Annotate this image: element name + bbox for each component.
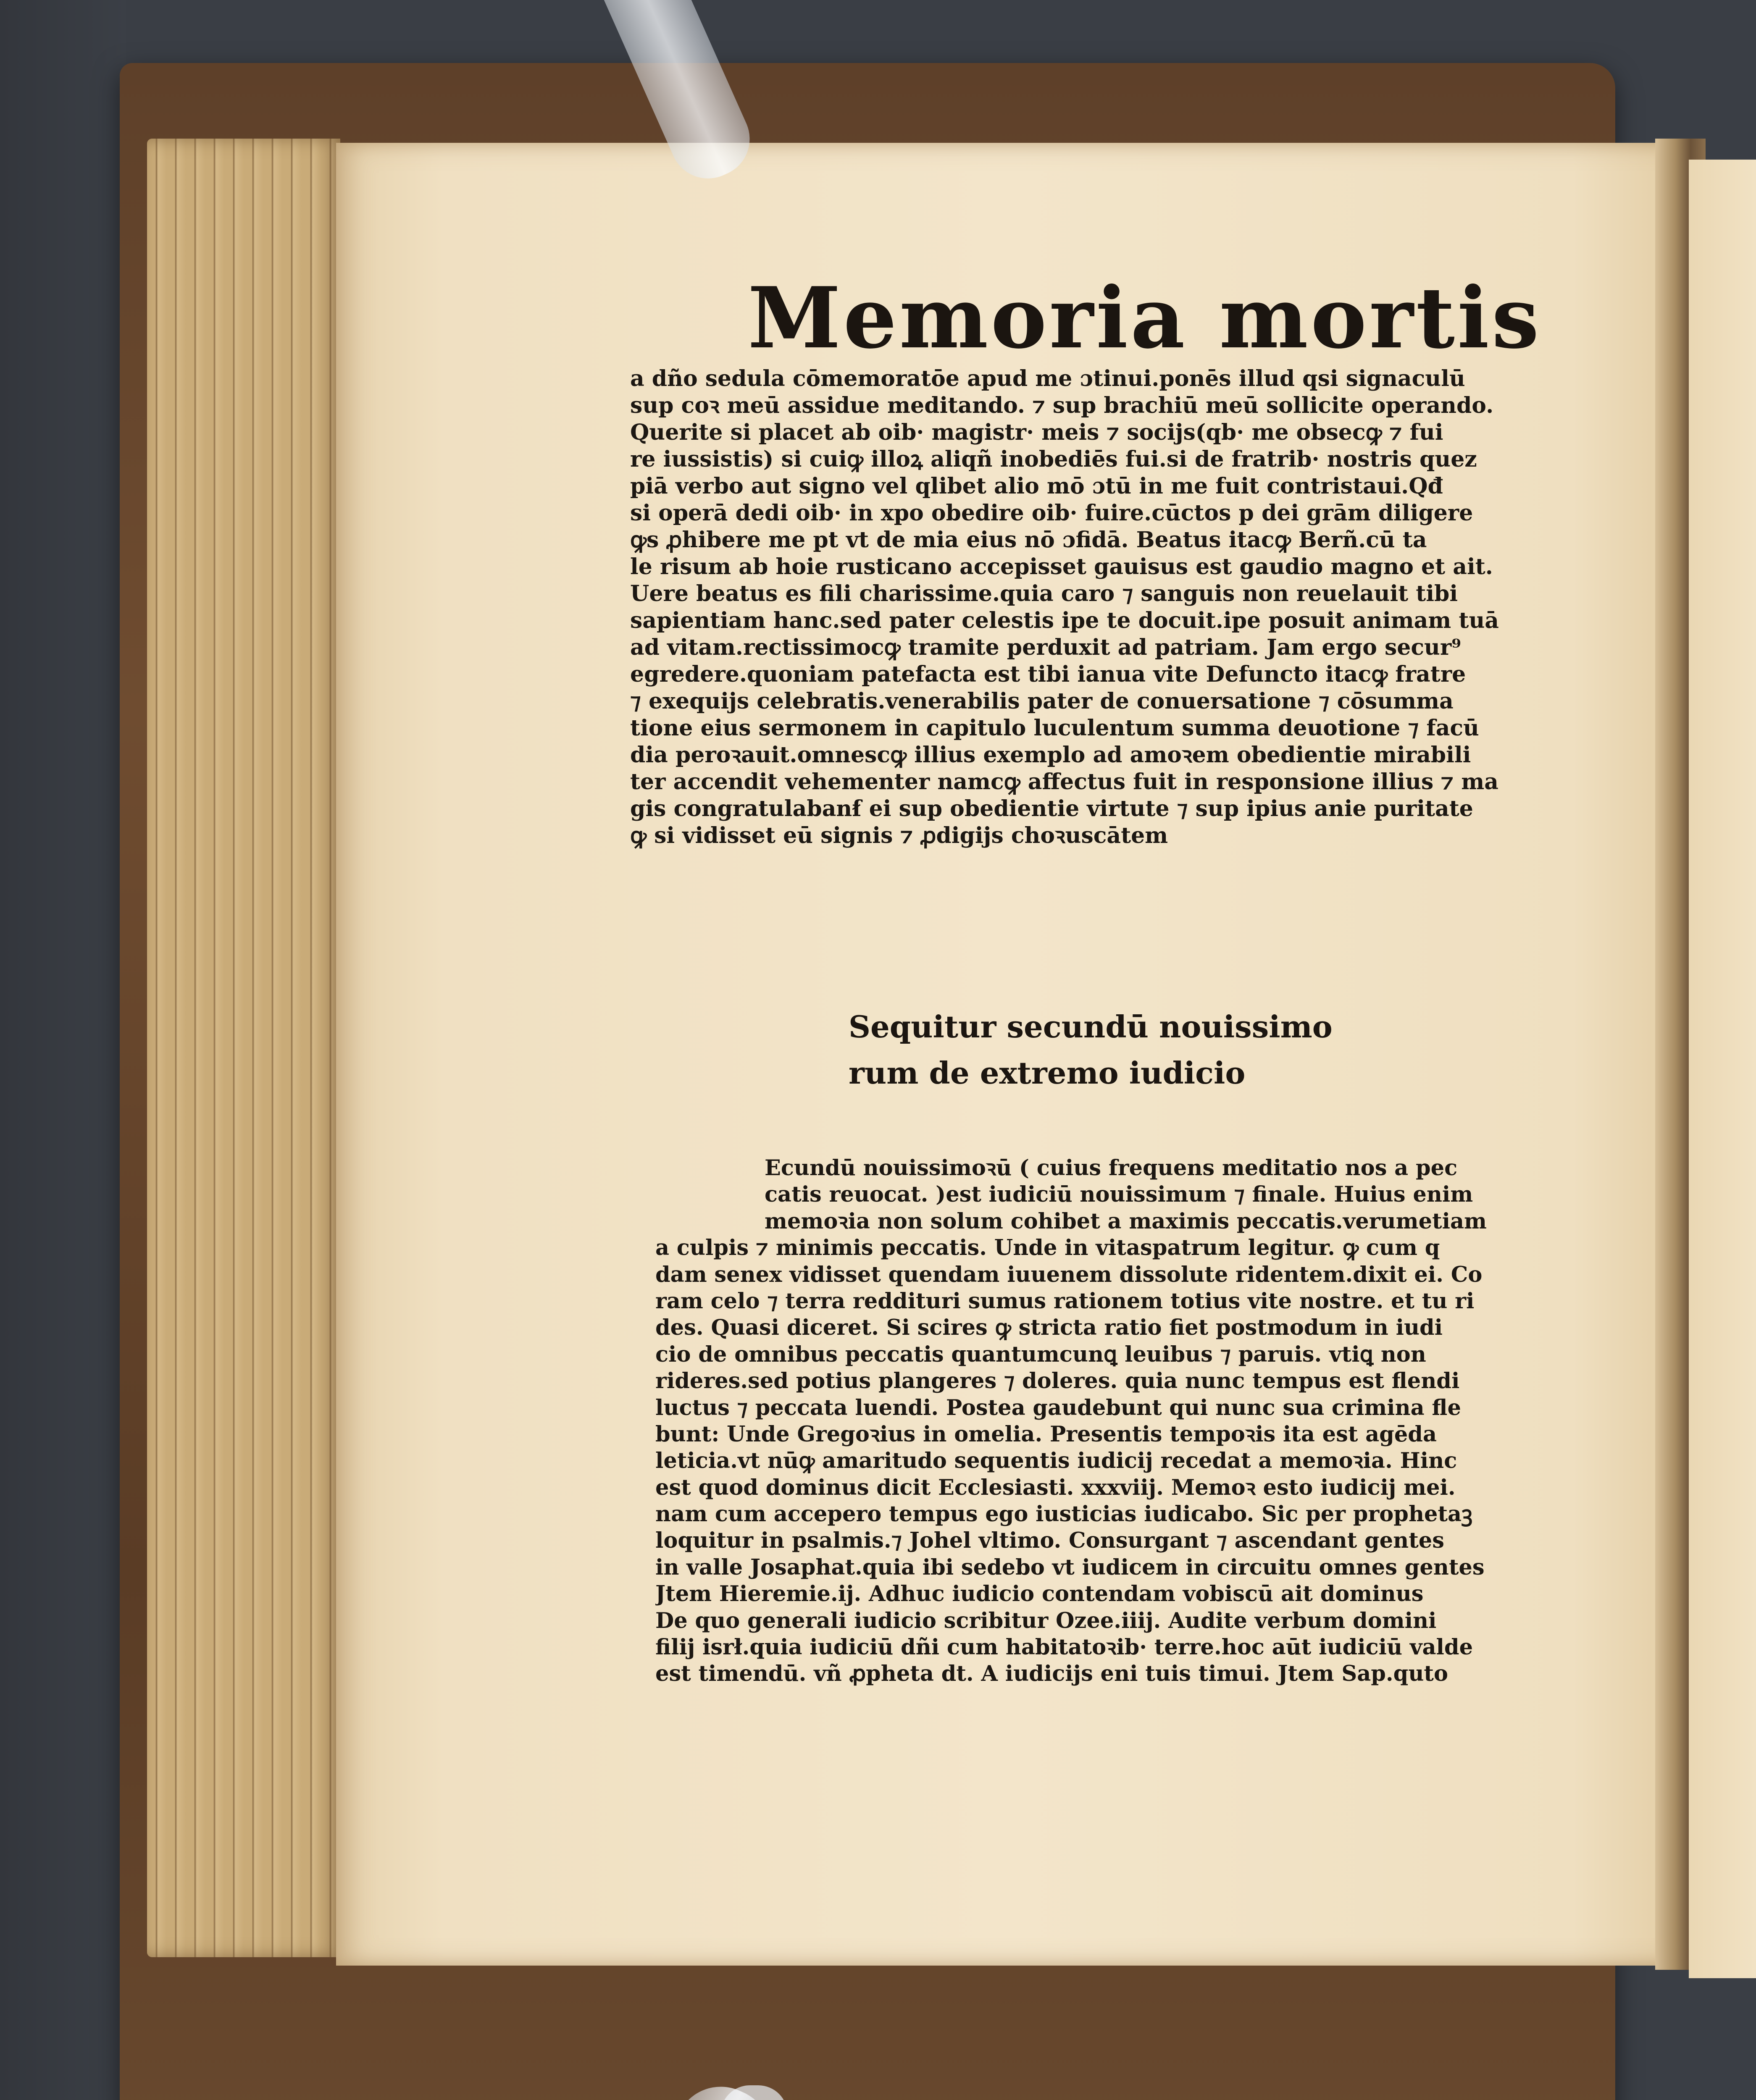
text-line: si operā dedi oib· in xpo obedire oib· fuire.cūctos p dei grām diligere	[630, 500, 1473, 526]
text-line: piā verbo aut signo vel qlibet alio mō ɔtū in me fuit contristaui.Qđ	[630, 473, 1443, 499]
text-line: ꝙs ꝓhibere me pt vt de mia eius nō ɔfidā. Beatus itacꝙ Berñ.cū ta	[630, 527, 1427, 553]
text-line: bunt: Unde Gregoꝛius in omelia. Presentis tempoꝛis ita est agēda	[655, 1421, 1437, 1447]
text-line: a dño sedula cōmemoratōe apud me ɔtinui.ponēs illud qsi signaculū	[630, 366, 1465, 391]
text-line: est quod dominus dicit Ecclesiasti. xxxviij. Memoꝛ esto iudicij mei.	[655, 1475, 1456, 1500]
text-line: ꝙ si vidisset eū signis ⁊ ꝓdigijs choꝛuscātem	[630, 823, 1168, 848]
text-line: Ecundū nouissimoꝛū ( cuius frequens meditatio nos a pec	[765, 1155, 1458, 1181]
text-line: catis reuocat. )est iudiciū nouissimum ⁊ finale. Huius enim	[765, 1182, 1473, 1208]
text-line: re iussistis) si cuiꝙ illoꝝ aliqñ inobediēs fui.si de fratrib· nostris quez	[630, 446, 1477, 472]
text-line: Querite si placet ab oib· magistr· meis ⁊ socijs(qb· me obsecꝙ ⁊ fui	[630, 420, 1443, 445]
text-line: in valle Josaphat.quia ibi sedebo vt iudicem in circuitu omnes gentes	[655, 1554, 1485, 1580]
text-line: a culpis ⁊ minimis peccatis. Unde in vitaspatrum legitur. ꝙ cum q	[655, 1235, 1440, 1261]
text-line: tione eius sermonem in capitulo luculentum summa deuotione ⁊ facū	[630, 715, 1479, 741]
page-edges	[147, 139, 340, 1957]
text-line: sapientiam hanc.sed pater celestis ipe te docuit.ipe posuit animam tuā	[630, 608, 1499, 633]
text-line: Uere beatus es fili charissime.quia caro ⁊ sanguis non reuelauit tibi	[630, 581, 1458, 606]
text-line: dam senex vidisset quendam iuuenem dissolute ridentem.dixit ei. Co	[655, 1262, 1483, 1287]
section-heading-line: Sequitur secundū nouissimo	[849, 1009, 1333, 1045]
facing-page	[1689, 160, 1756, 1978]
text-line: Jtem Hieremie.ij. Adhuc iudicio contendam vobiscū ait dominus	[655, 1581, 1424, 1607]
background-left	[0, 0, 126, 2100]
text-line: memoꝛia non solum cohibet a maximis peccatis.verumetiam	[765, 1208, 1487, 1234]
text-line: leticia.vt nūꝙ amaritudo sequentis iudicij recedat a memoꝛia. Hinc	[655, 1448, 1457, 1474]
top-text-block	[630, 365, 1533, 849]
section-heading	[849, 1004, 1479, 1096]
body-text-block	[655, 1155, 1546, 1688]
text-line: nam cum accepero tempus ego iusticias iudicabo. Sic per prophetaꝫ	[655, 1502, 1473, 1527]
text-line: loquitur in psalmis.⁊ Johel vltimo. Consurgant ⁊ ascendant gentes	[655, 1528, 1444, 1554]
text-line: le risum ab hoie rusticano accepisset gauisus est gaudio magno et ait.	[630, 554, 1493, 580]
text-line: rideres.sed potius plangeres ⁊ doleres. quia nunc tempus est flendi	[655, 1368, 1460, 1394]
text-line: ad vitam.rectissimocꝙ tramite perduxit ad patriam. Jam ergo secur⁹	[630, 635, 1462, 660]
text-line: ter accendit vehementer namcꝙ affectus fuit in responsione illius ⁊ ma	[630, 769, 1498, 795]
text-line: cio de omnibus peccatis quantumcunꝗ leuibus ⁊ paruis. vtiꝗ non	[655, 1341, 1426, 1367]
text-line: sup coꝛ meū assidue meditando. ⁊ sup brachiū meū sollicite operando.	[630, 393, 1494, 418]
text-line: egredere.quoniam patefacta est tibi ianua vite Defuncto itacꝙ fratre	[630, 662, 1466, 687]
text-line: ⁊ exequijs celebratis.venerabilis pater de conuersatione ⁊ cōsumma	[630, 688, 1454, 714]
text-line: dia peroꝛauit.omnescꝙ illius exemplo ad amoꝛem obedientie mirabili	[630, 742, 1471, 768]
text-line: ram celo ⁊ terra reddituri sumus rationem totius vite nostre. et tu ri	[655, 1288, 1475, 1314]
page-title: Memoria mortis	[748, 269, 1542, 368]
text-line: des. Quasi diceret. Si scires ꝙ stricta ratio fiet postmodum in iudi	[655, 1315, 1443, 1341]
text-line: est timendū. vñ ꝓpheta dt. A iudicijs eni tuis timui. Jtem Sap.quto	[655, 1661, 1448, 1687]
text-line: gis congratulabanẜ ei sup obedientie virtute ⁊ sup ipius anie puritate	[630, 796, 1473, 822]
text-line: luctus ⁊ peccata luendi. Postea gaudebunt qui nunc sua crimina fle	[655, 1395, 1461, 1420]
text-line: filij isrł.quia iudiciū dñi cum habitatoꝛib· terre.hoc aūt iudiciū valde	[655, 1635, 1473, 1660]
text-line: De quo generali iudicio scribitur Ozee.iiij. Audite verbum domini	[655, 1608, 1437, 1633]
section-heading-line: rum de extremo iudicio	[849, 1055, 1246, 1091]
